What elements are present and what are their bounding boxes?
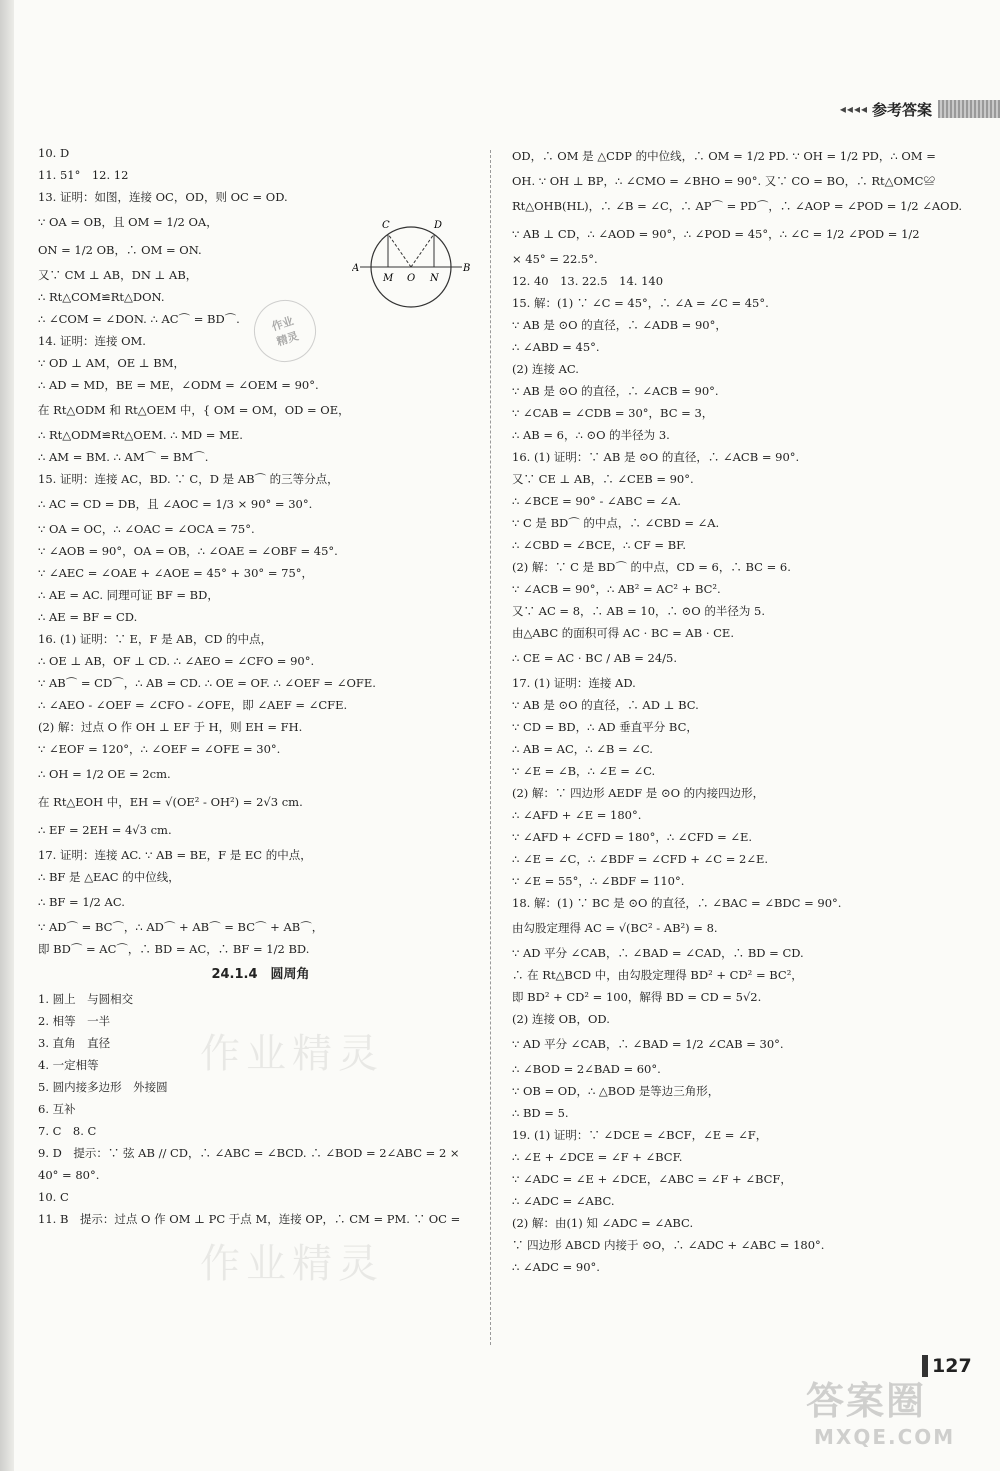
figure-label: C	[382, 220, 390, 231]
page-spine-shadow	[0, 0, 14, 1471]
answer-line: 15. 证明：连接 AC，BD. ∵ C，D 是 AB⌒ 的三等分点，	[38, 472, 339, 486]
header-bar-decoration	[938, 100, 1000, 118]
answer-line: 2. 相等 一半	[38, 1014, 111, 1028]
answer-line: 10. D	[38, 146, 70, 160]
answer-line: ∵ ∠AFD + ∠CFD = 180°，∴ ∠CFD = ∠E.	[512, 830, 753, 844]
answer-line: ∵ AB 是 ⊙O 的直径，∴ ∠ADB = 90°，	[512, 318, 727, 332]
answer-line: ∵ OA = OC，∴ ∠OAC = ∠OCA = 75°.	[38, 522, 255, 536]
figure-segment-od	[411, 234, 434, 267]
figure-segment-oc	[388, 234, 411, 267]
answer-line: ∴ BF 是 △EAC 的中位线，	[38, 870, 180, 884]
answer-line: ∴ ∠CBD = ∠BCE，∴ CF = BF.	[512, 538, 687, 552]
answer-line: ∵ ∠ADC = ∠E + ∠DCE，∠ABC = ∠F + ∠BCF，	[512, 1172, 792, 1186]
answer-line: 又∵ CM ⊥ AB，DN ⊥ AB，	[38, 268, 198, 282]
answer-line: 即 BD⌒ = AC⌒，∴ BD = AC，∴ BF = 1/2 BD.	[38, 942, 310, 956]
watermark: 作业精灵	[200, 1241, 384, 1287]
answer-line: ∴ ∠BOD = 2∠BAD = 60°.	[512, 1062, 661, 1076]
answer-line: ∴ AD = MD，BE = ME，∠ODM = ∠OEM = 90°.	[38, 378, 319, 392]
answer-line: ∴ BF = 1/2 AC.	[38, 895, 125, 909]
answer-line: 19. (1) 证明：∵ ∠DCE = ∠BCF，∠E = ∠F，	[512, 1128, 768, 1142]
section-heading: 24.1.4 圆周角	[211, 967, 310, 982]
answer-line: ∴ ∠COM = ∠DON. ∴ AC⌒ = BD⌒.	[38, 312, 240, 326]
column-divider	[490, 150, 491, 1345]
answer-line: 5. 圆内接多边形 外接圆	[38, 1080, 168, 1094]
answer-line: ∴ AE = AC. 同理可证 BF = BD，	[38, 588, 219, 602]
answer-line: 又∵ CE ⊥ AB，∴ ∠CEB = 90°.	[512, 472, 694, 486]
figure-label: A	[352, 263, 360, 274]
answer-line: ∵ C 是 BD⌒ 的中点，∴ ∠CBD = ∠A.	[512, 516, 720, 530]
answer-line: 11. B 提示：过点 O 作 OM ⊥ PC 于点 M，连接 OP，∴ CM = PM. ∵ OC =	[38, 1212, 461, 1226]
answer-line: Rt△OHB(HL)，∴ ∠B = ∠C，∴ AP⌒ = PD⌒，∴ ∠AOP = ∠POD = 1/2 ∠AOD.	[512, 199, 963, 213]
answer-line: 14. 证明：连接 OM.	[38, 334, 146, 348]
answer-line: 10. C	[38, 1190, 69, 1204]
answer-line: ∴ AB = AC，∴ ∠B = ∠C.	[512, 742, 653, 756]
figure-label: D	[434, 220, 443, 231]
answer-line: ∴ ∠E + ∠DCE = ∠F + ∠BCF.	[512, 1150, 683, 1164]
answer-line: ∵ ∠EOF = 120°，∴ ∠OEF = ∠OFE = 30°.	[38, 742, 281, 756]
answer-line: 15. 解：(1) ∵ ∠C = 45°，∴ ∠A = ∠C = 45°.	[512, 296, 769, 310]
answer-line: ∵ ∠ACB = 90°，∴ AB² = AC² + BC².	[512, 582, 721, 596]
answer-line: (2) 连接 AC.	[512, 362, 579, 376]
answer-line: 40° = 80°.	[38, 1168, 100, 1182]
answer-line: 在 Rt△ODM 和 Rt△OEM 中，{ OM = OM，OD = OE，	[38, 403, 350, 417]
answer-line: ∴ CE = AC · BC / AB = 24/5.	[512, 651, 678, 665]
answer-line: ∴ OH = 1/2 OE = 2cm.	[38, 767, 171, 781]
watermark: 作业精灵	[200, 1031, 384, 1077]
answer-line: ∵ AB 是 ⊙O 的直径，∴ AD ⊥ BC.	[512, 698, 699, 712]
answer-line: ∵ AD⌒ = BC⌒，∴ AD⌒ + AB⌒ = BC⌒ + AB⌒，	[38, 920, 324, 934]
answer-line: ∵ ∠E = 55°，∴ ∠BDF = 110°.	[512, 874, 685, 888]
answer-line: 16. (1) 证明：∵ AB 是 ⊙O 的直径，∴ ∠ACB = 90°.	[512, 450, 800, 464]
answer-line: ∵ OD ⊥ AM，OE ⊥ BM，	[38, 356, 186, 370]
page-header	[840, 98, 1000, 120]
answer-line: (2) 解：由(1) 知 ∠ADC = ∠ABC.	[512, 1216, 694, 1230]
answer-line: ∴ 在 Rt△BCD 中，由勾股定理得 BD² + CD² = BC²，	[512, 968, 803, 982]
answer-line: 6. 互补	[38, 1102, 76, 1116]
answer-line: (2) 解：∵ C 是 BD⌒ 的中点，CD = 6，∴ BC = 6.	[512, 560, 791, 574]
answer-line: ∵ OB = OD，∴ △BOD 是等边三角形，	[512, 1084, 720, 1098]
answer-line: ∴ EF = 2EH = 4√3 cm.	[38, 823, 172, 837]
answer-line: ∵ ∠E = ∠B，∴ ∠E = ∠C.	[512, 764, 656, 778]
answer-line: ∴ AE = BF = CD.	[38, 610, 138, 624]
right-column	[512, 142, 963, 1278]
answer-line: ∴ AC = CD = DB，且 ∠AOC = 1/3 × 90° = 30°.	[38, 497, 313, 511]
answer-line: ∵ AD 平分 ∠CAB，∴ ∠BAD = ∠CAD，∴ BD = CD.	[512, 946, 804, 960]
answer-line: ∴ ∠E = ∠C，∴ ∠BDF = ∠CFD + ∠C = 2∠E.	[512, 852, 769, 866]
answer-line: 13. 证明：如图，连接 OC，OD，则 OC = OD.	[38, 190, 288, 204]
answer-line: 4. 一定相等	[38, 1058, 99, 1072]
answer-line: ∵ 四边形 ABCD 内接于 ⊙O，∴ ∠ADC + ∠ABC = 180°.	[512, 1238, 825, 1252]
answer-line: × 45° = 22.5°.	[512, 252, 598, 266]
answer-line: 在 Rt△EOH 中，EH = √(OE² - OH²) = 2√3 cm.	[38, 795, 303, 809]
answer-line: ∴ ∠ABD = 45°.	[512, 340, 600, 354]
answer-line: 11. 51° 12. 12	[38, 168, 129, 182]
answer-line: ∵ ∠AEC = ∠OAE + ∠AOE = 45° + 30° = 75°，	[38, 566, 314, 580]
answer-line: ∴ BD = 5.	[512, 1106, 569, 1120]
stamp-seal: 作业 精灵	[246, 292, 324, 370]
answer-line: 又∵ AC = 8，∴ AB = 10，∴ ⊙O 的半径为 5.	[512, 604, 766, 618]
answer-line: ON = 1/2 OB，∴ OM = ON.	[38, 243, 202, 257]
page-number: 127	[922, 1355, 972, 1377]
answer-line: ∵ AD 平分 ∠CAB，∴ ∠BAD = 1/2 ∠CAB = 30°.	[512, 1037, 784, 1051]
figure-label: N	[430, 273, 439, 284]
answer-line: ∴ Rt△ODM≌Rt△OEM. ∴ MD = ME.	[38, 428, 243, 442]
figure-label: B	[463, 263, 470, 274]
answer-line: 1. 圆上 与圆相交	[38, 992, 134, 1006]
answer-line: 9. D 提示：∵ 弦 AB // CD，∴ ∠ABC = ∠BCD. ∴ ∠BOD = 2∠ABC = 2 ×	[38, 1146, 460, 1160]
header-title: 参考答案	[871, 100, 932, 119]
answer-line: (2) 连接 OB，OD.	[512, 1012, 610, 1026]
answer-line: OD，∴ OM 是 △CDP 的中位线，∴ OM = 1/2 PD. ∵ OH = 1/2 PD，∴ OM =	[512, 149, 936, 163]
answer-line: ∵ CD = BD，∴ AD 垂直平分 BC，	[512, 720, 698, 734]
answer-line: ∴ Rt△COM≌Rt△DON.	[38, 290, 165, 304]
answer-line: 18. 解：(1) ∵ BC 是 ⊙O 的直径，∴ ∠BAC = ∠BDC = 90°.	[512, 896, 842, 910]
answer-line: ∵ AB⌒ = CD⌒，∴ AB = CD. ∴ OE = OF. ∴ ∠OEF = ∠OFE.	[38, 676, 376, 690]
answer-line: ∴ OE ⊥ AB，OF ⊥ CD. ∴ ∠AEO = ∠CFO = 90°.	[38, 654, 315, 668]
answer-line: 12. 40 13. 22.5 14. 140	[512, 274, 664, 288]
answer-line: OH. ∵ OH ⊥ BP，∴ ∠CMO = ∠BHO = 90°. 又∵ CO = BO，∴ Rt△OMC≌	[512, 174, 935, 188]
figure-label: M	[383, 273, 394, 284]
answer-line: ∴ ∠BCE = 90° - ∠ABC = ∠A.	[512, 494, 681, 508]
answer-line: 3. 直角 直径	[38, 1036, 111, 1050]
answer-line: 由△ABC 的面积可得 AC · BC = AB · CE.	[512, 626, 734, 640]
answer-line: ∵ AB ⊥ CD，∴ ∠AOD = 90°，∴ ∠POD = 45°，∴ ∠C = 1/2 ∠POD = 1/2	[512, 227, 920, 241]
answer-line: ∴ AB = 6，∴ ⊙O 的半径为 3.	[512, 428, 670, 442]
answer-line: ∴ AM = BM. ∴ AM⌒ = BM⌒.	[38, 450, 209, 464]
site-logo: 答案圈 MXQE.COM	[806, 1379, 956, 1449]
answer-line: 由勾股定理得 AC = √(BC² - AB²) = 8.	[512, 921, 718, 935]
answer-line: ∴ ∠ADC = 90°.	[512, 1260, 600, 1274]
answer-line: 7. C 8. C	[38, 1124, 97, 1138]
circle-figure	[352, 214, 470, 310]
answer-line: ∵ ∠AOB = 90°，OA = OB，∴ ∠OAE = ∠OBF = 45°.	[38, 544, 338, 558]
answer-line: ∵ OA = OB，且 OM = 1/2 OA，	[38, 215, 218, 229]
answer-line: (2) 解：过点 O 作 OH ⊥ EF 于 H，则 EH = FH.	[38, 720, 303, 734]
answer-line: ∴ ∠AFD + ∠E = 180°.	[512, 808, 642, 822]
answer-line: (2) 解：∵ 四边形 AEDF 是 ⊙O 的内接四边形，	[512, 786, 765, 800]
triangle-arrows-icon: ◂◂◂◂	[839, 102, 868, 116]
figure-label: O	[407, 273, 416, 284]
answer-line: ∴ ∠ADC = ∠ABC.	[512, 1194, 615, 1208]
answer-line: ∵ AB 是 ⊙O 的直径，∴ ∠ACB = 90°.	[512, 384, 719, 398]
answer-line: 即 BD² + CD² = 100，解得 BD = CD = 5√2.	[512, 990, 762, 1004]
answer-line: ∵ ∠CAB = ∠CDB = 30°，BC = 3，	[512, 406, 714, 420]
answer-line: ∴ ∠AEO - ∠OEF = ∠CFO - ∠OFE，即 ∠AEF = ∠CFE.	[38, 698, 348, 712]
answer-line: 17. 证明：连接 AC. ∵ AB = BE，F 是 EC 的中点，	[38, 848, 312, 862]
answer-line: 17. (1) 证明：连接 AD.	[512, 676, 636, 690]
answer-line: 16. (1) 证明：∵ E，F 是 AB，CD 的中点，	[38, 632, 273, 646]
